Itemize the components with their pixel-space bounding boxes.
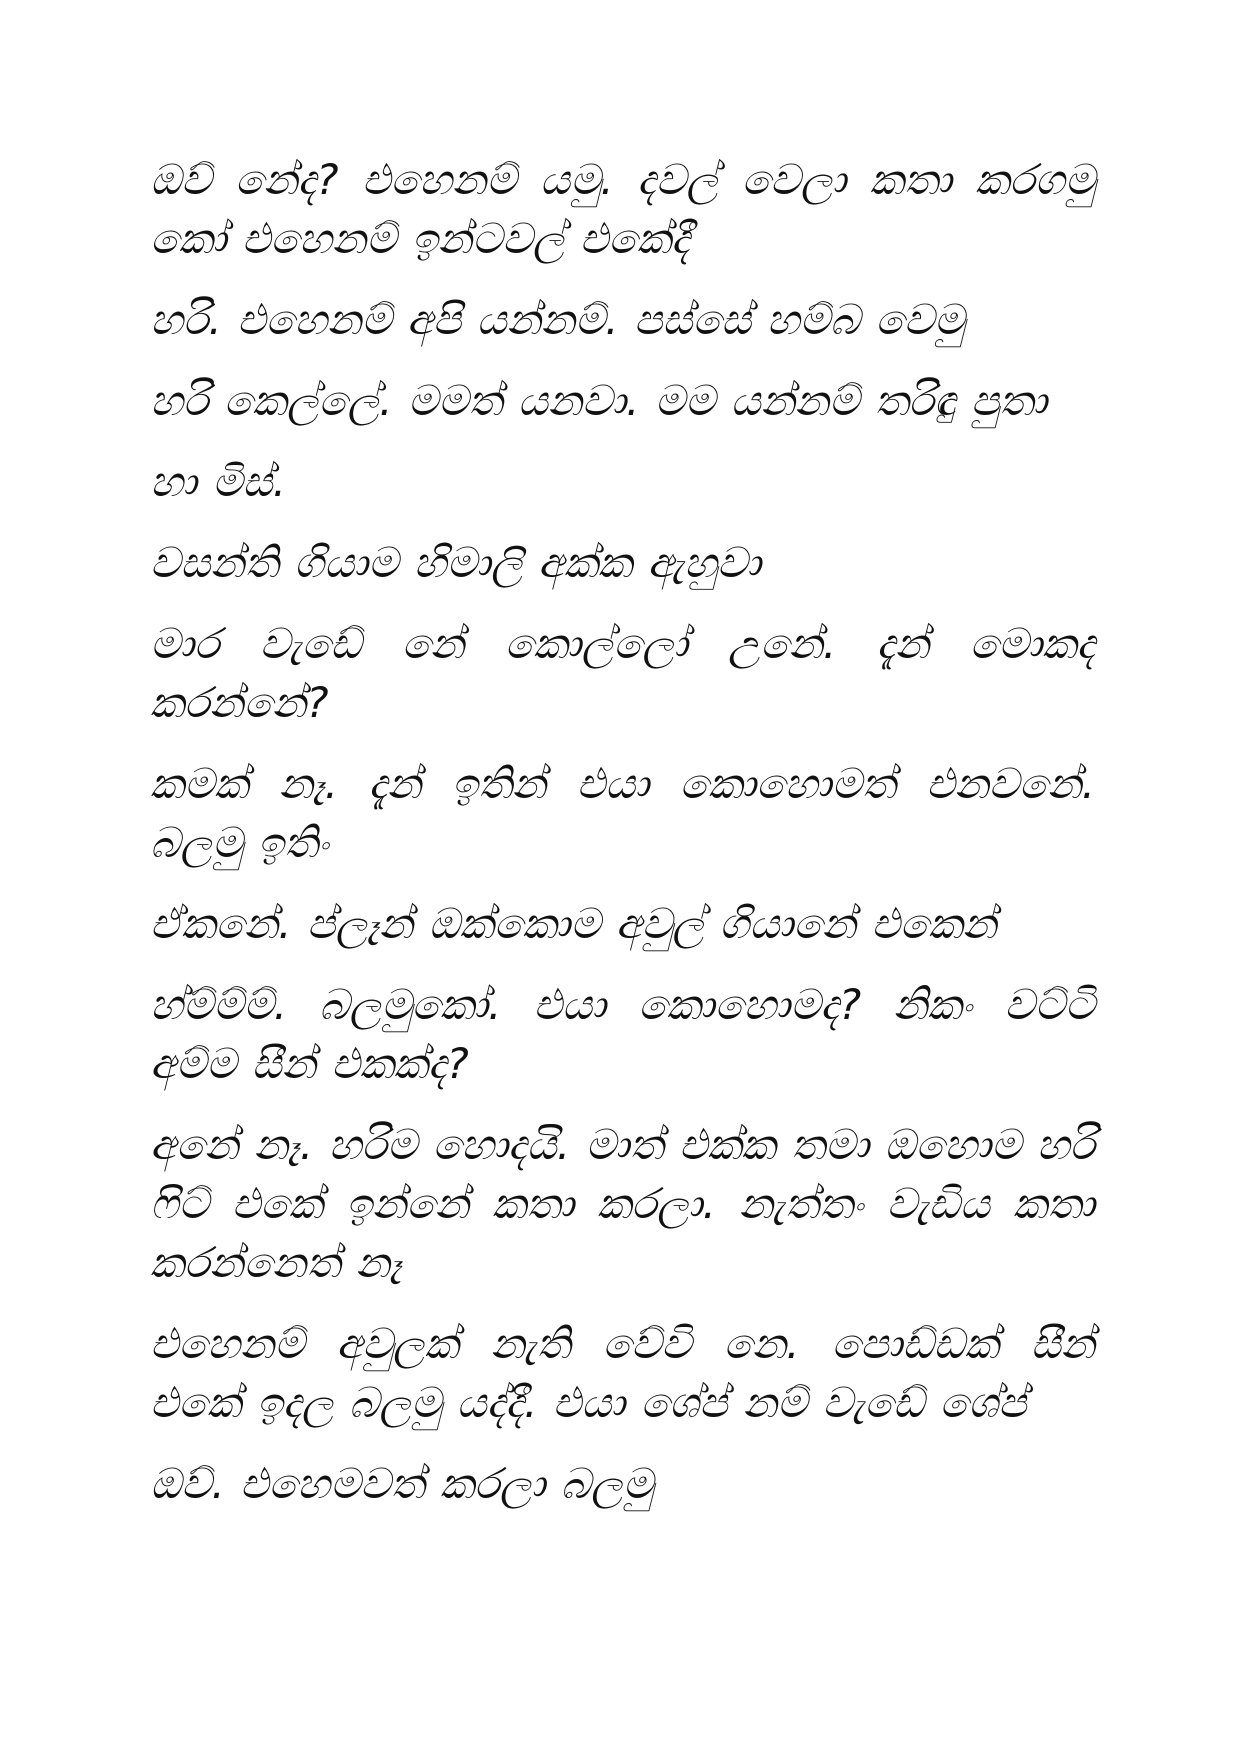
dialogue-paragraph: හා මිස්. [150, 457, 286, 506]
dialogue-paragraph: හරි කෙල්ලේ. මමත් යනවා. මම යන්නම් තරිඳු පුතා [150, 376, 1048, 425]
dialogue-paragraph: ඔව්. එහෙමවත් කරලා බලමු [150, 1459, 653, 1508]
dialogue-paragraph: ඔව් නේද? එහෙනම් යමු. දවල් වෙලා කතා කරගමු කෝ එහෙනම් ඉන්ටවල් එකේදී [150, 155, 1095, 263]
document-page [150, 150, 1095, 1535]
dialogue-paragraph: මාර වැඩේ නේ කොල්ලෝ උනේ. දැන් මොකද කරන්නේ? [150, 619, 1095, 727]
dialogue-paragraph: අනේ නෑ. හරිම හොදයි. මාත් එක්ක තමා ඔහොම හරි ෆිට් එකේ ඉන්නේ කතා කරලා. නැත්තං වැඩිය කතා කරන්නෙත් නෑ [150, 1120, 1095, 1287]
dialogue-paragraph: හරි. එහෙනම් අපි යන්නම්. පස්සේ හම්බ වෙමු [150, 295, 965, 344]
dialogue-paragraph: හ්ම්ම්ම්. බලමුකෝ. එයා කොහොමද? නිකං වට්ටි අම්ම සීන් එකක්ද? [150, 980, 1095, 1088]
dialogue-paragraph: ඒකනේ. ප්ලෑන් ඔක්කොම අවුල් ගියානේ එකෙන් [150, 899, 997, 948]
dialogue-paragraph: එහෙනම් අවුලක් නැති වේවි නෙ. පොඩ්ඩක් සීන් එකේ ඉදල බලමු යද්දී. එයා ශේප් නම් වැඩේ ශේප් [150, 1319, 1095, 1427]
dialogue-paragraph: වසන්ති ගියාම හිමාලි අක්ක ඇහුවා [150, 538, 761, 587]
dialogue-paragraph: කමක් නෑ. දැන් ඉතින් එයා කොහොමත් එනවනේ. බලමු ඉතිං [150, 759, 1095, 867]
